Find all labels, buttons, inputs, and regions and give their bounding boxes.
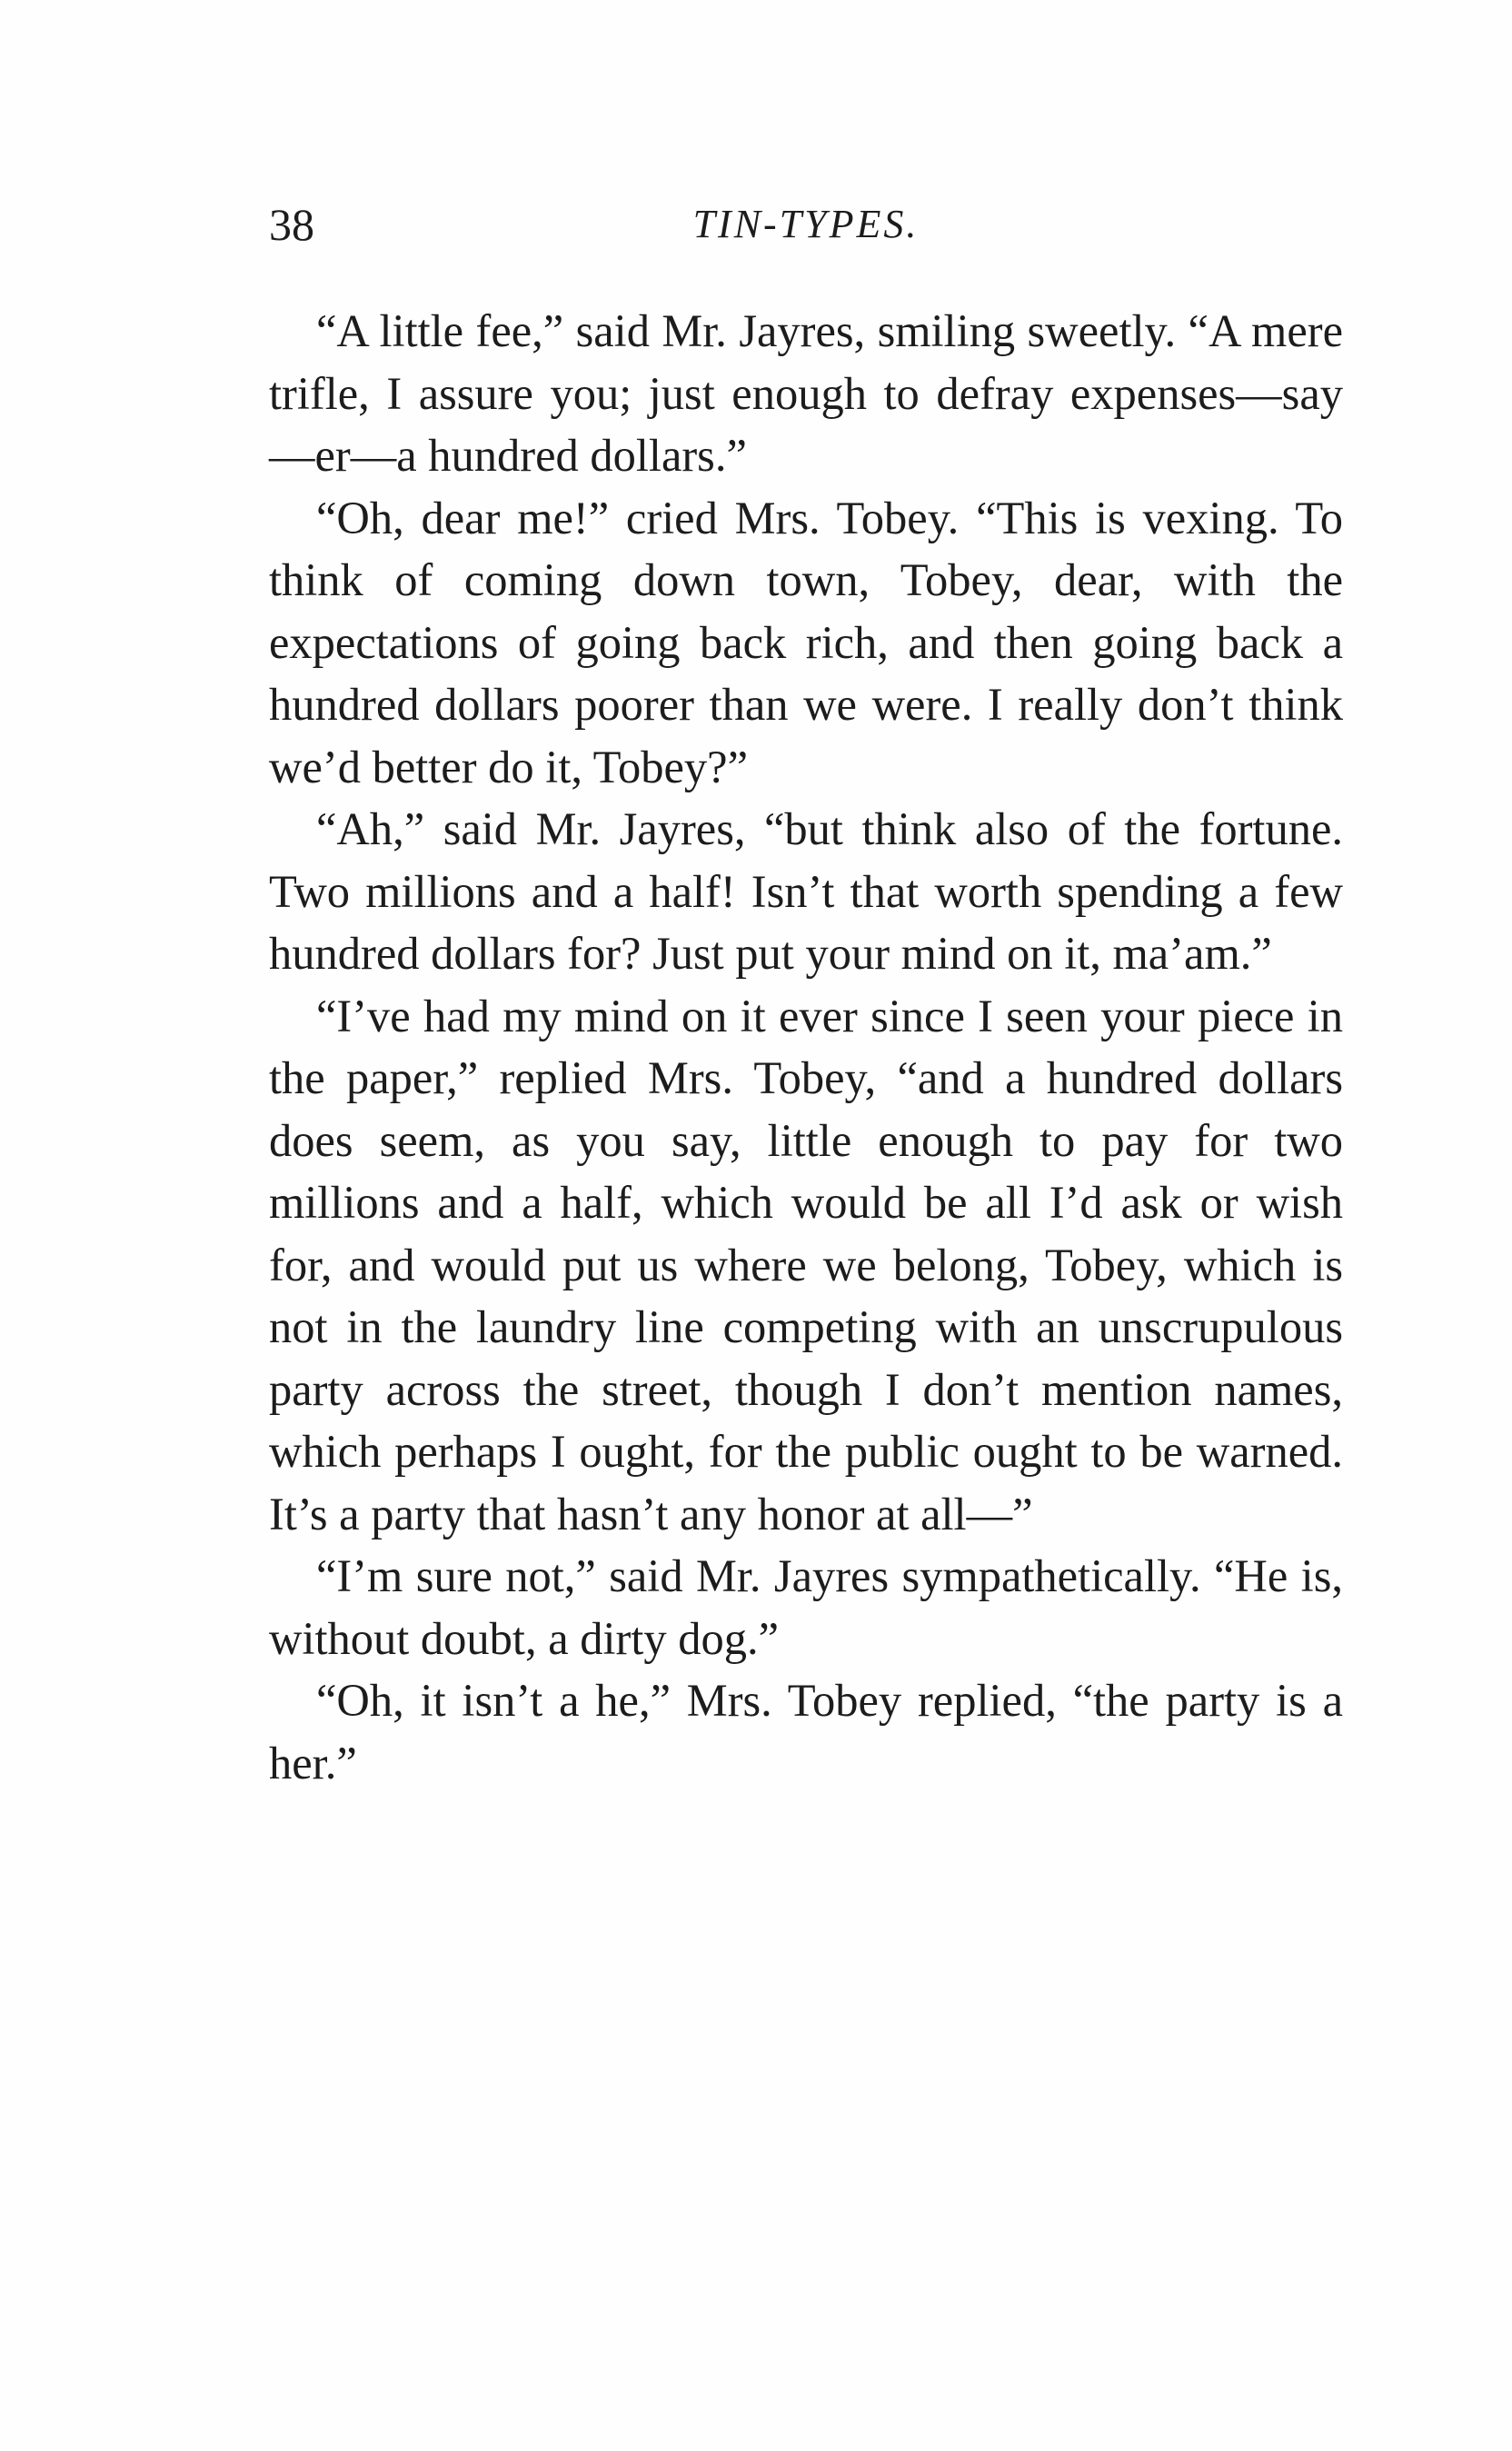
paragraph: “Ah,” said Mr. Jayres, “but think also of the fortune. Two millions and a half! Isn’t that worth spending a few hundred dollars for? Just put your mind on it, ma’am.” <box>269 803 1343 979</box>
paragraph: “Oh, it isn’t a he,” Mrs. Tobey replied, “the party is a her.” <box>269 1675 1343 1788</box>
paragraph: “I’m sure not,” said Mr. Jayres sympathetically. “He is, without doubt, a dirty dog.” <box>269 1550 1343 1664</box>
page-number: 38 <box>269 199 314 250</box>
paragraph: “A little fee,” said Mr. Jayres, smiling sweetly. “A mere trifle, I assure you; just enough to defray expenses—say—er—a hundred dollars.” <box>269 305 1343 481</box>
body-text <box>269 300 1343 1794</box>
paragraph: “Oh, dear me!” cried Mrs. Tobey. “This is vexing. To think of coming down town, Tobey, dear, with the expectations of going back rich, and then going back a hundred dollars poorer than we were. I really don’t think we’d better do it, Tobey?” <box>269 492 1343 792</box>
running-head <box>269 193 1343 256</box>
running-title: TIN-TYPES. <box>692 202 920 246</box>
paragraph: “I’ve had my mind on it ever since I seen your piece in the paper,” replied Mrs. Tobey, “and a hundred dollars does seem, as you say, little enough to pay for two millions and a half, which would be all I’d ask or wish for, and would put us where we belong, Tobey, which is not in the laundry line competing with an unscrupulous party across the street, though I don’t mention names, which perhaps I ought, for the public ought to be warned. It’s a party that hasn’t any honor at all—” <box>269 990 1343 1539</box>
